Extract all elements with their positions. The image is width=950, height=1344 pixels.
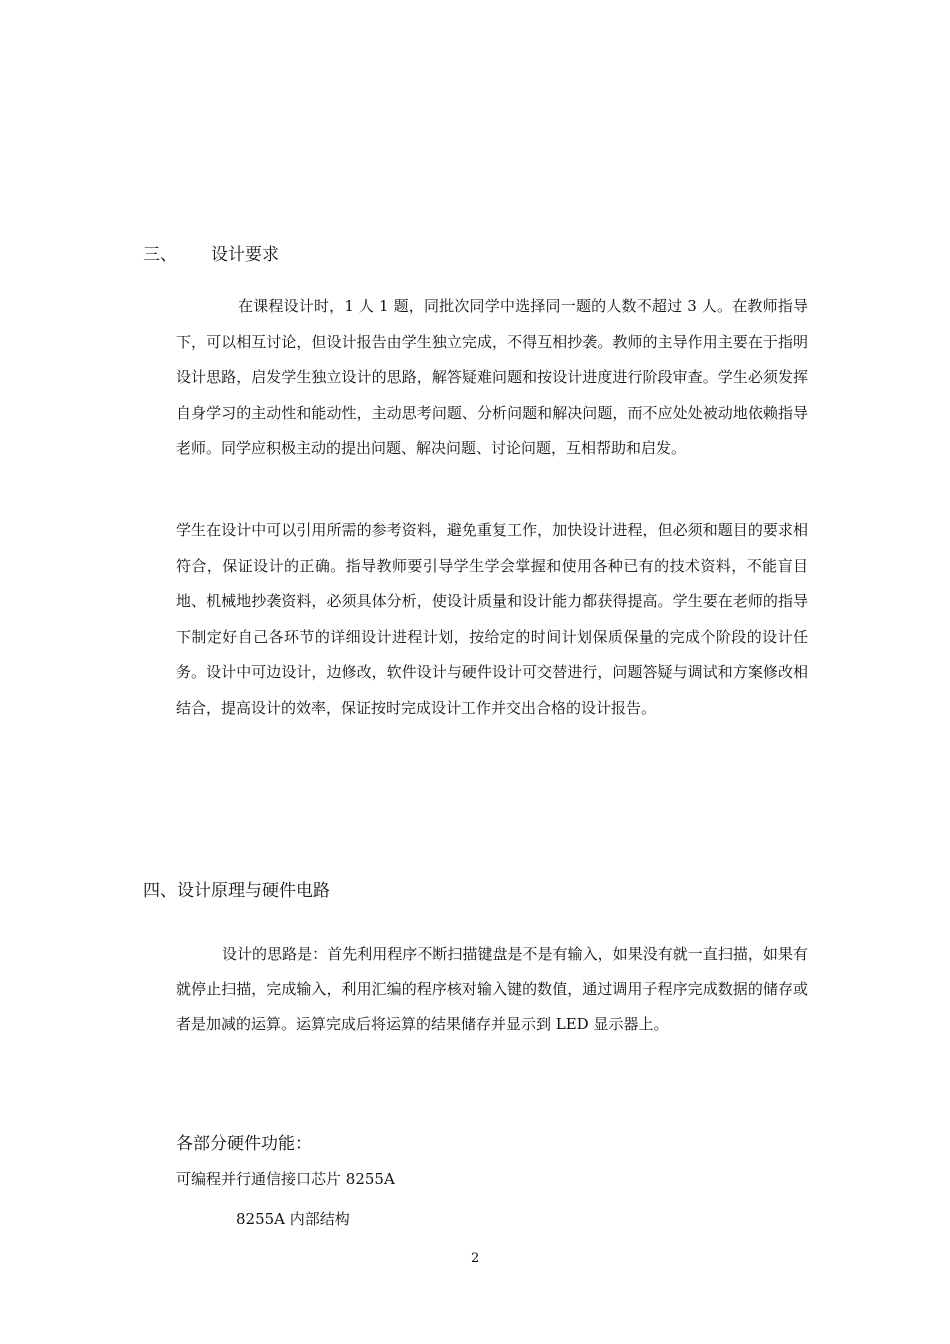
hardware-subheading: 各部分硬件功能： — [176, 1134, 312, 1154]
page-number: 2 — [471, 1251, 480, 1266]
structure-line: 8255A 内部结构 — [236, 1210, 350, 1228]
section3-title: 设计要求 — [211, 245, 279, 265]
section3-paragraph-1: 在课程设计时，1 人 1 题，同批次同学中选择同一题的人数不超过 3 人。在教师指导下，可以相互讨论，但设计报告由学生独立完成，不得互相抄袭。教师的主导作用主要在于指明设计思路，启发学生独立设计的思路，解答疑难问题和按设计进度进行阶段审查。学生必须发挥自身学习的主动性和能动性，主动思考问题、分析问题和解决问题，而不应处处被动地依赖指导老师。同学应积极主动的提出问题、解决问题、讨论问题，互相帮助和启发。 — [176, 297, 808, 457]
section3-number: 三、 — [143, 245, 177, 265]
section4-title: 四、设计原理与硬件电路 — [143, 881, 330, 901]
chip-line: 可编程并行通信接口芯片 8255A — [176, 1170, 395, 1188]
section4-paragraph-1: 设计的思路是：首先利用程序不断扫描键盘是不是有输入，如果没有就一直扫描，如果有就停止扫描，完成输入，利用汇编的程序核对输入键的数值，通过调用子程序完成数据的储存或者是加减的运算。运算完成后将运算的结果储存并显示到 LED 显示器上。 — [176, 945, 808, 1033]
section3-paragraph-2: 学生在设计中可以引用所需的参考资料，避免重复工作，加快设计进程，但必须和题目的要求相符合，保证设计的正确。指导教师要引导学生学会掌握和使用各种已有的技术资料，不能盲目地、机械地抄袭资料，必须具体分析，使设计质量和设计能力都获得提高。学生要在老师的指导下制定好自己各环节的详细设计进程计划，按给定的时间计划保质保量的完成个阶段的设计任务。设计中可边设计，边修改，软件设计与硬件设计可交替进行，问题答疑与调试和方案修改相结合，提高设计的效率，保证按时完成设计工作并交出合格的设计报告。 — [176, 521, 808, 717]
